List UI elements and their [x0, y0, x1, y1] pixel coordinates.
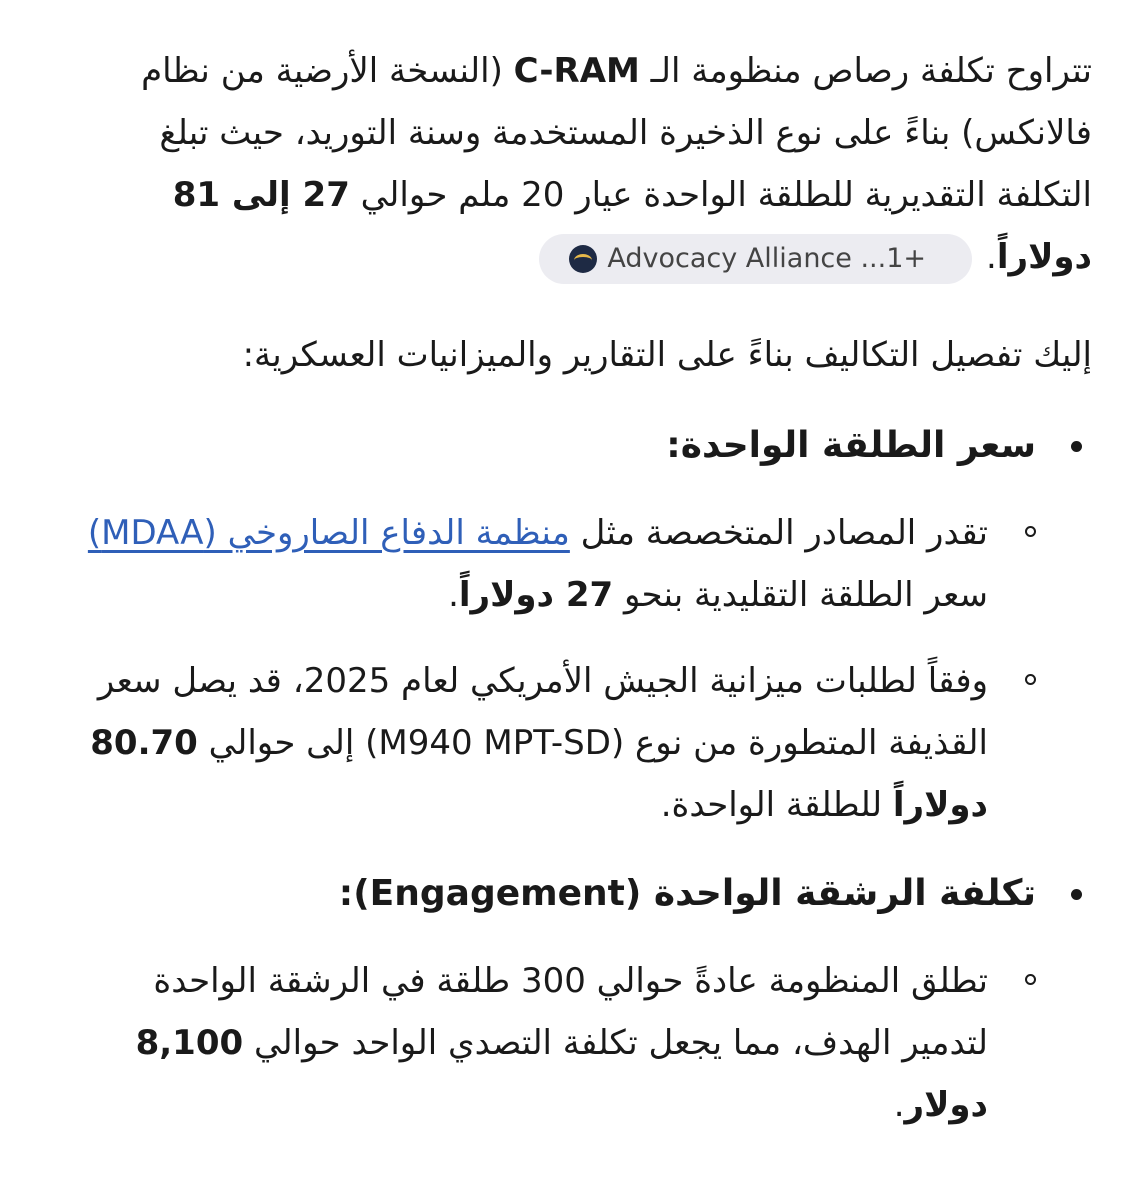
intro-text-2: (النسخة الأرضية من نظام فالانكس) بناءً على نوع الذخيرة المستخدمة وسنة التوريد، حيث تبلغ التكلفة التقديرية للطلقة الواحدة عيار 20 ملم حوالي: [141, 51, 1092, 215]
cost-breakdown-list: [62, 414, 1092, 1136]
advocacy-alliance-logo-icon: [569, 245, 597, 273]
item-bold-value: 8,100 دولار: [135, 1023, 988, 1125]
item-text-1: تقدر المصادر المتخصصة مثل: [569, 513, 988, 553]
lead-paragraph: إليك تفصيل التكاليف بناءً على التقارير والميزانيات العسكرية:: [242, 335, 1092, 375]
item-text-2: سعر الطلقة التقليدية بنحو: [613, 575, 988, 615]
item-text-2: للطلقة الواحدة.: [660, 785, 893, 825]
item-text-2: .: [893, 1085, 905, 1125]
list-item: [62, 950, 1036, 1136]
section-title-text: سعر الطلقة الواحدة:: [666, 425, 1036, 466]
item-text-1: تطلق المنظومة عادةً حوالي 300 طلقة في الرشقة الواحدة لتدمير الهدف، مما يجعل تكلفة التصدي الواحد حوالي: [153, 961, 988, 1063]
item-bold-value: 27 دولاراً: [458, 575, 614, 615]
bullet-dot-icon: [1071, 889, 1082, 900]
circle-bullet-icon: [1025, 974, 1036, 985]
cram-term: C-RAM: [513, 51, 640, 91]
list-item: [62, 650, 1036, 836]
mdaa-link[interactable]: منظمة الدفاع الصاروخي (MDAA): [87, 513, 570, 553]
section-title-text: تكلفة الرشقة الواحدة (Engagement):: [338, 873, 1036, 914]
item-text-3: .: [448, 575, 459, 615]
sub-list: [62, 950, 1036, 1136]
intro-text-3: .: [986, 237, 997, 277]
source-chip-name: Advocacy Alliance ...: [607, 242, 887, 274]
item-text-1: وفقاً لطلبات ميزانية الجيش الأمريكي لعام 2025، قد يصل سعر القذيفة المتطورة من نوع (M940 MPT-SD) إلى حوالي: [97, 661, 988, 763]
section-title: [62, 414, 1036, 478]
circle-bullet-icon: [1025, 526, 1036, 537]
cost-range: 27 إلى 81 دولاراً: [172, 175, 1092, 277]
answer-content: [62, 40, 1092, 1162]
bullet-dot-icon: [1071, 441, 1082, 452]
list-item: [62, 502, 1036, 626]
sub-list: [62, 502, 1036, 836]
source-chip[interactable]: [539, 234, 972, 284]
intro-paragraph: [62, 40, 1092, 288]
section-title: [62, 862, 1036, 926]
intro-text-1: تتراوح تكلفة رصاص منظومة الـ: [639, 51, 1092, 91]
section-engagement: [62, 862, 1092, 1136]
section-single-round: [62, 414, 1092, 836]
item-bold-value: 80.70 دولاراً: [90, 723, 988, 825]
source-chip-count: 1+: [886, 242, 927, 274]
circle-bullet-icon: [1025, 674, 1036, 685]
